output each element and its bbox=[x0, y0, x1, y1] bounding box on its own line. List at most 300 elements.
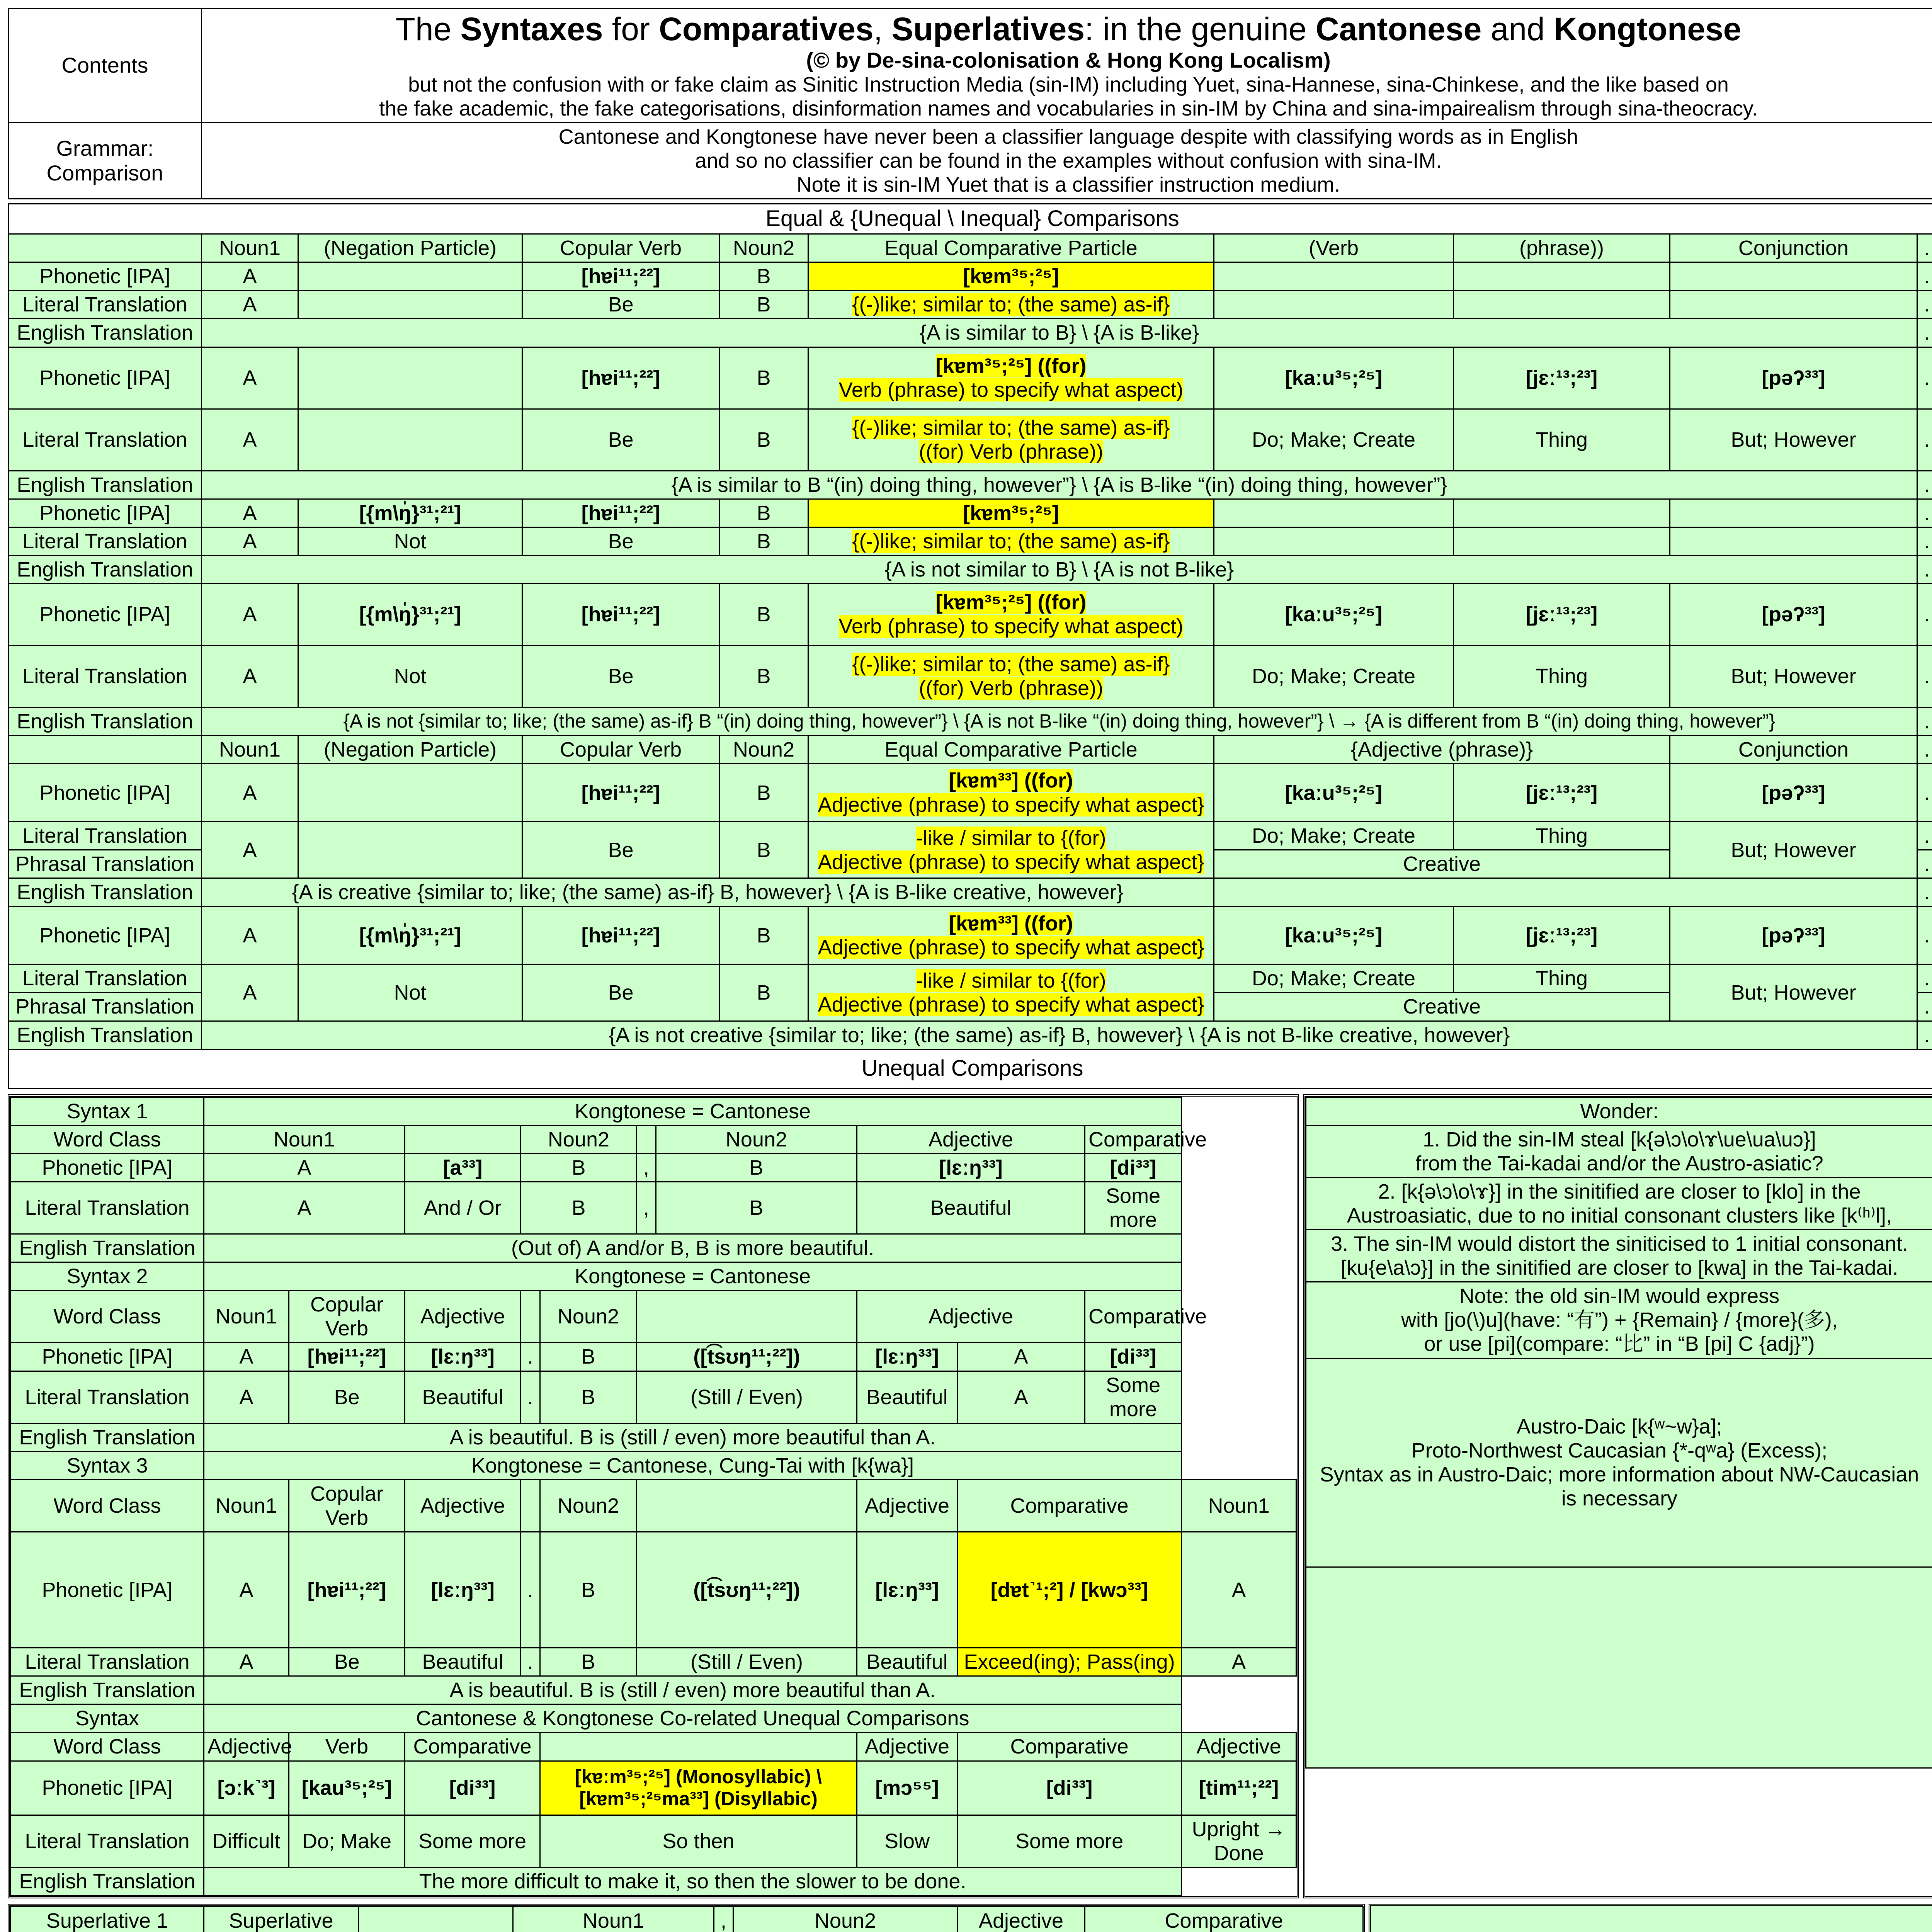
cell-leng: [lɛːŋ³³] bbox=[405, 1532, 521, 1648]
cell-beautiful: Beautiful bbox=[857, 1371, 957, 1423]
cell-creative: Creative bbox=[1214, 850, 1670, 878]
english-translation: (Out of) A and/or B, B is more beautiful. bbox=[204, 1234, 1182, 1262]
cell-so-then: So then bbox=[540, 1815, 857, 1867]
cell-do: Do; Make; Create bbox=[1214, 822, 1454, 850]
dot-cell: . bbox=[1917, 471, 1932, 499]
cell-do: Do; Make; Create bbox=[1214, 964, 1454, 993]
cell-b: B bbox=[719, 347, 808, 409]
row-label: Phonetic [IPA] bbox=[11, 1153, 204, 1182]
col-copular: Copular Verb bbox=[522, 735, 719, 764]
cell-a: A bbox=[202, 964, 298, 1021]
cell-hei: [hɐi¹¹;²²] bbox=[522, 906, 719, 964]
cell-empty bbox=[1214, 499, 1454, 527]
cell-empty bbox=[1670, 291, 1917, 319]
col-noun1: Noun1 bbox=[204, 1291, 289, 1343]
cell-je: [jɛː¹³;²³] bbox=[1454, 347, 1670, 409]
cell-a33: [a³³] bbox=[405, 1153, 521, 1182]
cell-a: A bbox=[1182, 1648, 1296, 1676]
dot-cell: . bbox=[1917, 964, 1932, 993]
cell-empty bbox=[1454, 291, 1670, 319]
row-label: Word Class bbox=[11, 1480, 204, 1532]
col-negation: (Negation Particle) bbox=[298, 735, 522, 764]
row-label: Literal Translation bbox=[11, 1371, 204, 1423]
cell-difficult: Difficult bbox=[204, 1815, 289, 1867]
cell-b: B bbox=[656, 1153, 857, 1182]
cell-tim: [tim¹¹;²²] bbox=[1182, 1761, 1296, 1815]
col-adjective-phrase: {Adjective (phrase)} bbox=[1214, 735, 1670, 764]
dot-cell: . bbox=[1917, 409, 1932, 471]
col-copular: Copular Verb bbox=[289, 1480, 405, 1532]
cell-b: B bbox=[540, 1648, 637, 1676]
cell-hei: [hɐi¹¹;²²] bbox=[289, 1532, 405, 1648]
header-table bbox=[8, 8, 1932, 199]
cell-be: Be bbox=[522, 645, 719, 707]
english-translation: {A is not creative {similar to; like; (the same) as-if} B, however} \ {A is not B-like creative, however} bbox=[202, 1021, 1917, 1049]
row-label: Literal Translation bbox=[11, 1648, 204, 1676]
syntax-heading: Kongtonese = Cantonese bbox=[204, 1262, 1182, 1291]
row-label: Phrasal Translation bbox=[9, 993, 202, 1021]
cell-hei: [hɐi¹¹;²²] bbox=[522, 583, 719, 645]
cell-a: A bbox=[202, 499, 298, 527]
col-copular: Copular Verb bbox=[289, 1291, 405, 1343]
superlative-block bbox=[8, 1904, 1932, 1932]
cell-and-or: And / Or bbox=[405, 1182, 521, 1234]
cell-exceed: [dɐt˺¹;²] / [kwɔ³³] bbox=[957, 1532, 1182, 1648]
cell-comma: , bbox=[637, 1182, 656, 1234]
cell-slow: Slow bbox=[857, 1815, 957, 1867]
cell-done: Upright → Done bbox=[1182, 1815, 1296, 1867]
cell-hei: [hɐi¹¹;²²] bbox=[522, 499, 719, 527]
syntax-heading: Kongtonese = Cantonese, Cung-Tai with [k{wa}] bbox=[204, 1451, 1182, 1480]
dot-cell: . bbox=[1917, 555, 1932, 583]
row-label: Word Class bbox=[11, 1125, 204, 1153]
page-title: The Syntaxes for Comparatives, Superlatives: in the genuine Cantonese and Kongtonese bbox=[395, 11, 1742, 47]
col-adjective: Adjective bbox=[1182, 1733, 1296, 1761]
cell-like: {(-)like; similar to; (the same) as-if} bbox=[808, 527, 1214, 555]
cell-some-more: Some more bbox=[1085, 1182, 1182, 1234]
syntax-2-label: Syntax 2 bbox=[11, 1262, 204, 1291]
grammar-line-2: and so no classifier can be found in the examples without confusion with sina-IM. bbox=[695, 149, 1442, 173]
cell-b: B bbox=[521, 1153, 637, 1182]
row-label: English Translation bbox=[11, 1234, 204, 1262]
cell-empty bbox=[405, 1125, 521, 1153]
cell-b: B bbox=[656, 1182, 857, 1234]
col-adjective: Adjective bbox=[405, 1291, 521, 1343]
cell-kem-for: [kɐm³⁵;²⁵] ((for) Verb (phrase) to specify what aspect) bbox=[808, 583, 1214, 645]
cell-empty bbox=[540, 1733, 857, 1761]
dot-cell: . bbox=[1917, 499, 1932, 527]
cell-a: A bbox=[204, 1182, 405, 1234]
row-label: English Translation bbox=[9, 878, 202, 906]
row-label: Word Class bbox=[11, 1733, 204, 1761]
cell-hei: [hɐi¹¹;²²] bbox=[522, 764, 719, 822]
intro-line-1: but not the confusion with or fake claim as Sinitic Instruction Media (sin-IM) including Yuet, sina-Hannese, sina-Chinkese, and the like based on bbox=[408, 73, 1729, 96]
row-label: Phonetic [IPA] bbox=[9, 583, 202, 645]
grammar-note bbox=[202, 123, 1932, 199]
cell-empty bbox=[298, 262, 522, 291]
cell-dot: . bbox=[521, 1532, 540, 1648]
cell-empty bbox=[637, 1291, 857, 1343]
col-noun1: Noun1 bbox=[1182, 1480, 1296, 1532]
row-label: Phonetic [IPA] bbox=[9, 906, 202, 964]
dot-cell: . bbox=[1917, 993, 1932, 1021]
cell-je: [jɛː¹³;²³] bbox=[1454, 906, 1670, 964]
cell-beautiful: Beautiful bbox=[857, 1648, 957, 1676]
syntax-label: Syntax bbox=[11, 1704, 204, 1733]
syntax-table bbox=[10, 1097, 1297, 1896]
cell-comma: , bbox=[714, 1906, 733, 1932]
cell-but: But; However bbox=[1670, 409, 1917, 471]
cell-empty bbox=[521, 1291, 540, 1343]
wonder-note-3: 3. The sin-IM would distort the siniticised to 1 initial consonant. [ku{e\a\ɔ}] in the sinitified are closer to [kwa] in the Tai-kadai. bbox=[1306, 1230, 1932, 1282]
dot-cell: . bbox=[1917, 878, 1932, 906]
row-label: Phonetic [IPA] bbox=[9, 764, 202, 822]
cell-empty bbox=[521, 1480, 540, 1532]
grammar-label: Grammar: Comparison bbox=[9, 123, 202, 199]
cell-kau: [kaːu³⁵;²⁵] bbox=[1214, 906, 1454, 964]
superlative-panel bbox=[8, 1904, 1365, 1932]
col-comparative: Comparative bbox=[957, 1480, 1182, 1532]
cell-dot: . bbox=[521, 1371, 540, 1423]
cell-b: B bbox=[719, 409, 808, 471]
cell-b: B bbox=[719, 964, 808, 1021]
cell-empty bbox=[637, 1125, 656, 1153]
col-superlative: Superlative bbox=[204, 1906, 359, 1932]
col-phrase: (phrase)) bbox=[1454, 234, 1670, 262]
cell-b: B bbox=[719, 822, 808, 878]
cell-be: Be bbox=[522, 964, 719, 1021]
col-comparative: Comparative bbox=[1085, 1291, 1182, 1343]
cell-empty bbox=[1454, 499, 1670, 527]
dot-cell: . bbox=[1917, 850, 1932, 878]
document-sheet bbox=[8, 8, 1932, 1932]
col-adjective: Adjective bbox=[857, 1125, 1085, 1153]
equal-comparisons-table bbox=[8, 203, 1932, 1088]
dot-cell: . bbox=[1917, 707, 1932, 735]
cell-beautiful: Beautiful bbox=[405, 1648, 521, 1676]
cell-hei: [hɐi¹¹;²²] bbox=[522, 262, 719, 291]
row-label: Phonetic [IPA] bbox=[9, 262, 202, 291]
cell-kem: [kɐm³⁵;²⁵] bbox=[808, 499, 1214, 527]
cell-some-more: Some more bbox=[405, 1815, 540, 1867]
blank-cell bbox=[9, 735, 202, 764]
cell-still-even: (Still / Even) bbox=[637, 1648, 857, 1676]
dot-cell: . bbox=[1917, 906, 1932, 964]
col-noun1: Noun1 bbox=[202, 234, 298, 262]
english-translation: The more difficult to make it, so then the slower to be done. bbox=[204, 1867, 1182, 1895]
cell-be: Be bbox=[289, 1648, 405, 1676]
cell-exceed-literal: Exceed(ing); Pass(ing) bbox=[957, 1648, 1182, 1676]
col-noun2: Noun2 bbox=[656, 1125, 857, 1153]
col-comparative: Comparative bbox=[405, 1733, 540, 1761]
col-conjunction: Conjunction bbox=[1670, 234, 1917, 262]
cell-still-even: (Still / Even) bbox=[637, 1371, 857, 1423]
row-label: English Translation bbox=[9, 707, 202, 735]
wonder-note-1: 1. Did the sin-IM steal [k{ə\ɔ\o\ɤ\ue\ua\uɔ}] from the Tai-kadai and/or the Austro-asiatic? bbox=[1306, 1125, 1932, 1177]
cell-a: A bbox=[202, 583, 298, 645]
row-label: Phrasal Translation bbox=[9, 850, 202, 878]
row-label: English Translation bbox=[11, 1676, 204, 1704]
row-label: English Translation bbox=[9, 1021, 202, 1049]
grammar-line-1: Cantonese and Kongtonese have never been a classifier language despite with classifying words as in English bbox=[558, 125, 1578, 149]
english-translation: A is beautiful. B is (still / even) more beautiful than A. bbox=[204, 1676, 1182, 1704]
row-label: Literal Translation bbox=[9, 291, 202, 319]
cell-di: [di³³] bbox=[1085, 1153, 1182, 1182]
cell-a: A bbox=[957, 1371, 1085, 1423]
row-label: Literal Translation bbox=[11, 1815, 204, 1867]
col-adjective: Adjective bbox=[204, 1733, 289, 1761]
cell-thing: Thing bbox=[1454, 645, 1670, 707]
cell-di: [di³³] bbox=[405, 1761, 540, 1815]
cell-be: Be bbox=[522, 527, 719, 555]
english-translation: {A is not similar to B} \ {A is not B-like} bbox=[202, 555, 1917, 583]
superlative-1-label: Superlative 1 bbox=[11, 1906, 204, 1932]
cell-beautiful: Beautiful bbox=[857, 1182, 1085, 1234]
cell-empty bbox=[298, 347, 522, 409]
cell-not: Not bbox=[298, 645, 522, 707]
col-comparative: Comparative bbox=[957, 1733, 1182, 1761]
cell-a: A bbox=[204, 1371, 289, 1423]
cell-like: {(-)like; similar to; (the same) as-if} ((for) Verb (phrase)) bbox=[808, 645, 1214, 707]
col-conjunction: Conjunction bbox=[1670, 735, 1917, 764]
dot-cell: . bbox=[1917, 347, 1932, 409]
syntax-heading: Cantonese & Kongtonese Co-related Unequal Comparisons bbox=[204, 1704, 1182, 1733]
cell-be: Be bbox=[289, 1371, 405, 1423]
cell-kau: [kaːu³⁵;²⁵] bbox=[1214, 583, 1454, 645]
cell-empty bbox=[637, 1480, 857, 1532]
cell-a: A bbox=[202, 347, 298, 409]
cell-neg: [{m\ŋ̍}³¹;²¹] bbox=[298, 906, 522, 964]
row-label: Word Class bbox=[11, 1291, 204, 1343]
row-label: English Translation bbox=[11, 1423, 204, 1451]
col-noun1: Noun1 bbox=[204, 1125, 405, 1153]
cell-a: A bbox=[202, 645, 298, 707]
dot-cell: . bbox=[1917, 822, 1932, 850]
cell-kem-for: [kɐm³³] ((for) Adjective (phrase) to specify what aspect} bbox=[808, 764, 1214, 822]
cell-hei: [hɐi¹¹;²²] bbox=[289, 1343, 405, 1371]
cell-kem-then: [kɐːm³⁵;²⁵] (Monosyllabic) \ [kɐm³⁵;²⁵ma³³] (Disyllabic) bbox=[540, 1761, 857, 1815]
cell-like: -like / similar to {(for) Adjective (phrase) to specify what aspect} bbox=[808, 964, 1214, 1021]
col-verb: Verb bbox=[289, 1733, 405, 1761]
cell-leng: [lɛːŋ³³] bbox=[857, 1343, 957, 1371]
col-noun1: Noun1 bbox=[513, 1906, 714, 1932]
cell-like: {(-)like; similar to; (the same) as-if} bbox=[808, 291, 1214, 319]
cell-a: A bbox=[202, 409, 298, 471]
cell-neg: [{m\ŋ̍}³¹;²¹] bbox=[298, 499, 522, 527]
cell-di: [di³³] bbox=[957, 1761, 1182, 1815]
dot-cell: . bbox=[1917, 764, 1932, 822]
blank-cell bbox=[9, 234, 202, 262]
row-label: Phonetic [IPA] bbox=[11, 1532, 204, 1648]
cell-tsung: ([t͡sʊŋ¹¹;²²]) bbox=[637, 1532, 857, 1648]
syntax-heading: Kongtonese = Cantonese bbox=[204, 1097, 1182, 1125]
cell-empty bbox=[1670, 499, 1917, 527]
wonder-table bbox=[1305, 1097, 1932, 1769]
cell-a: A bbox=[204, 1648, 289, 1676]
contents-label: Contents bbox=[9, 9, 202, 123]
cell-b: B bbox=[521, 1182, 637, 1234]
row-label: Literal Translation bbox=[11, 1182, 204, 1234]
dot-cell: . bbox=[1917, 262, 1932, 291]
cell-ok: [ɔːk˺³] bbox=[204, 1761, 289, 1815]
cell-thing: Thing bbox=[1454, 409, 1670, 471]
cell-neg: [{m\ŋ̍}³¹;²¹] bbox=[298, 583, 522, 645]
cell-a: A bbox=[957, 1343, 1085, 1371]
cell-but: But; However bbox=[1670, 822, 1917, 878]
superlative-table bbox=[10, 1906, 1364, 1932]
cell-a: A bbox=[202, 262, 298, 291]
cell-di: [di³³] bbox=[1085, 1343, 1182, 1371]
cell-creative: Creative bbox=[1214, 993, 1670, 1021]
cell-empty bbox=[1670, 262, 1917, 291]
col-adjective: Adjective bbox=[857, 1291, 1085, 1343]
english-translation: {A is similar to B “(in) doing thing, however”} \ {A is B-like “(in) doing thing, however”} bbox=[202, 471, 1917, 499]
row-label: Literal Translation bbox=[9, 409, 202, 471]
cell-tsung: ([t͡sʊŋ¹¹;²²]) bbox=[637, 1343, 857, 1371]
cell-be: Be bbox=[522, 409, 719, 471]
col-noun2: Noun2 bbox=[521, 1125, 637, 1153]
cell-kau: [kaːu³⁵;²⁵] bbox=[1214, 764, 1454, 822]
col-noun2: Noun2 bbox=[733, 1906, 957, 1932]
cell-do: Do; Make; Create bbox=[1214, 645, 1454, 707]
cell-pe: [pəʔ³³] bbox=[1670, 906, 1917, 964]
wonder-title: Wonder: bbox=[1306, 1097, 1932, 1125]
row-label: English Translation bbox=[9, 471, 202, 499]
col-noun2: Noun2 bbox=[540, 1480, 637, 1532]
col-negation: (Negation Particle) bbox=[298, 234, 522, 262]
col-noun2: Noun2 bbox=[540, 1291, 637, 1343]
cell-b: B bbox=[719, 645, 808, 707]
intro-line-2: the fake academic, the fake categorisations, disinformation names and vocabularies in sin-IM by China and sina-impairealism through sina-theocracy. bbox=[379, 97, 1758, 121]
cell-dot: . bbox=[521, 1343, 540, 1371]
cell-leng: [lɛːŋ³³] bbox=[857, 1153, 1085, 1182]
cell-mo: [mɔ⁵⁵] bbox=[857, 1761, 957, 1815]
col-noun1: Noun1 bbox=[202, 735, 298, 764]
dot-cell: . bbox=[1917, 645, 1932, 707]
dot-cell: . bbox=[1917, 735, 1932, 764]
cell-empty bbox=[1454, 262, 1670, 291]
cell-b: B bbox=[540, 1532, 637, 1648]
row-label: English Translation bbox=[9, 555, 202, 583]
cell-empty bbox=[298, 822, 522, 878]
cell-kau: [kau³⁵;²⁵] bbox=[289, 1761, 405, 1815]
col-comparative: Comparative bbox=[1085, 1125, 1182, 1153]
cell-je: [jɛː¹³;²³] bbox=[1454, 764, 1670, 822]
cell-but: But; However bbox=[1670, 964, 1917, 1021]
equal-section-title: Equal & {Unequal \ Inequal} Comparisons bbox=[9, 204, 1932, 234]
wonder-blank bbox=[1306, 1567, 1932, 1768]
col-noun1: Noun1 bbox=[204, 1480, 289, 1532]
cell-b: B bbox=[719, 906, 808, 964]
row-label: Phonetic [IPA] bbox=[9, 347, 202, 409]
row-label: English Translation bbox=[11, 1867, 204, 1895]
col-adjective: Adjective bbox=[957, 1906, 1085, 1932]
wonder-note-4: Note: the old sin-IM would express with [jo(\)u](have: “有”) + {Remain} / {more}(多), or use [pi](compare: “比” in “B [pi] C {adj}”) bbox=[1306, 1282, 1932, 1358]
cell-pe: [pəʔ³³] bbox=[1670, 764, 1917, 822]
cell-empty bbox=[359, 1906, 513, 1932]
english-translation: A is beautiful. B is (still / even) more beautiful than A. bbox=[204, 1423, 1182, 1451]
row-label: Phonetic [IPA] bbox=[11, 1761, 204, 1815]
dot-cell: . bbox=[1917, 527, 1932, 555]
cell-b: B bbox=[540, 1343, 637, 1371]
cell-comma: , bbox=[637, 1153, 656, 1182]
english-translation: {A is not {similar to; like; (the same) as-if} B “(in) doing thing, however”} \ {A is not B-like “(in) doing thing, however”} \ → {A is different from B “(in) doing thing, however”} bbox=[202, 707, 1917, 735]
cell-some-more: Some more bbox=[1085, 1371, 1182, 1423]
cell-pe: [pəʔ³³] bbox=[1670, 347, 1917, 409]
col-adjective: Adjective bbox=[857, 1480, 957, 1532]
cell-like: -like / similar to {(for) Adjective (phrase) to specify what aspect} bbox=[808, 822, 1214, 878]
cell-not: Not bbox=[298, 527, 522, 555]
cell-hei: [hɐi¹¹;²²] bbox=[522, 347, 719, 409]
cell-leng: [lɛːŋ³³] bbox=[857, 1532, 957, 1648]
col-adjective: Adjective bbox=[857, 1733, 957, 1761]
cell-like: {(-)like; similar to; (the same) as-if} ((for) Verb (phrase)) bbox=[808, 409, 1214, 471]
row-label: Literal Translation bbox=[9, 645, 202, 707]
row-label: English Translation bbox=[9, 319, 202, 347]
wonder-panel bbox=[1303, 1094, 1932, 1898]
cell-empty bbox=[1670, 527, 1917, 555]
wonder-note-2: 2. [k{ə\ɔ\o\ɤ}] in the sinitified are closer to [klo] in the Austroasiatic, due to no initial consonant clusters like [k⁽ʰ⁾l], bbox=[1306, 1177, 1932, 1230]
cell-but: But; However bbox=[1670, 645, 1917, 707]
cell-a: A bbox=[204, 1153, 405, 1182]
dot-cell: . bbox=[1917, 319, 1932, 347]
cell-empty bbox=[298, 764, 522, 822]
cell-b: B bbox=[719, 583, 808, 645]
cell-kem: [kɐm³⁵;²⁵] bbox=[808, 262, 1214, 291]
row-label: Literal Translation bbox=[9, 822, 202, 850]
cell-kem-for: [kɐm³⁵;²⁵] ((for) Verb (phrase) to specify what aspect) bbox=[808, 347, 1214, 409]
cell-be: Be bbox=[522, 822, 719, 878]
cell-a: A bbox=[202, 906, 298, 964]
cell-a: A bbox=[204, 1532, 289, 1648]
cell-a: A bbox=[202, 527, 298, 555]
cell-a: A bbox=[202, 291, 298, 319]
row-label: Phonetic [IPA] bbox=[11, 1343, 204, 1371]
english-translation: {A is similar to B} \ {A is B-like} bbox=[202, 319, 1917, 347]
cell-a: A bbox=[204, 1343, 289, 1371]
cell-be: Be bbox=[522, 291, 719, 319]
row-label: Literal Translation bbox=[9, 964, 202, 993]
syntax-1-label: Syntax 1 bbox=[11, 1097, 204, 1125]
cell-b: B bbox=[719, 764, 808, 822]
col-equal-particle: Equal Comparative Particle bbox=[808, 735, 1214, 764]
cell-a: A bbox=[202, 764, 298, 822]
cell-b: B bbox=[719, 291, 808, 319]
cell-b: B bbox=[540, 1371, 637, 1423]
dot-cell: . bbox=[1917, 234, 1932, 262]
cell-je: [jɛː¹³;²³] bbox=[1454, 583, 1670, 645]
cell-dot: . bbox=[521, 1648, 540, 1676]
cell-empty bbox=[1214, 262, 1454, 291]
row-label: Literal Translation bbox=[9, 527, 202, 555]
col-adjective: Adjective bbox=[405, 1480, 521, 1532]
cell-leng: [lɛːŋ³³] bbox=[405, 1343, 521, 1371]
syntax-panel bbox=[8, 1094, 1299, 1898]
cell-kem-for: [kɐm³³] ((for) Adjective (phrase) to specify what aspect} bbox=[808, 906, 1214, 964]
cell-do: Do; Make; Create bbox=[1214, 409, 1454, 471]
english-translation: {A is creative {similar to; like; (the same) as-if} B, however} \ {A is B-like creative, however} bbox=[202, 878, 1214, 906]
title-cell bbox=[202, 9, 1932, 123]
syntax-3-label: Syntax 3 bbox=[11, 1451, 204, 1480]
cell-a: A bbox=[1182, 1532, 1296, 1648]
cell-kau: [kaːu³⁵;²⁵] bbox=[1214, 347, 1454, 409]
unequal-section-title: Unequal Comparisons bbox=[9, 1049, 1932, 1088]
cell-empty bbox=[298, 291, 522, 319]
cell-empty bbox=[298, 409, 522, 471]
cell-empty bbox=[1214, 878, 1917, 906]
dot-cell: . bbox=[1917, 291, 1932, 319]
grammar-line-3: Note it is sin-IM Yuet that is a classifier instruction medium. bbox=[796, 173, 1340, 197]
